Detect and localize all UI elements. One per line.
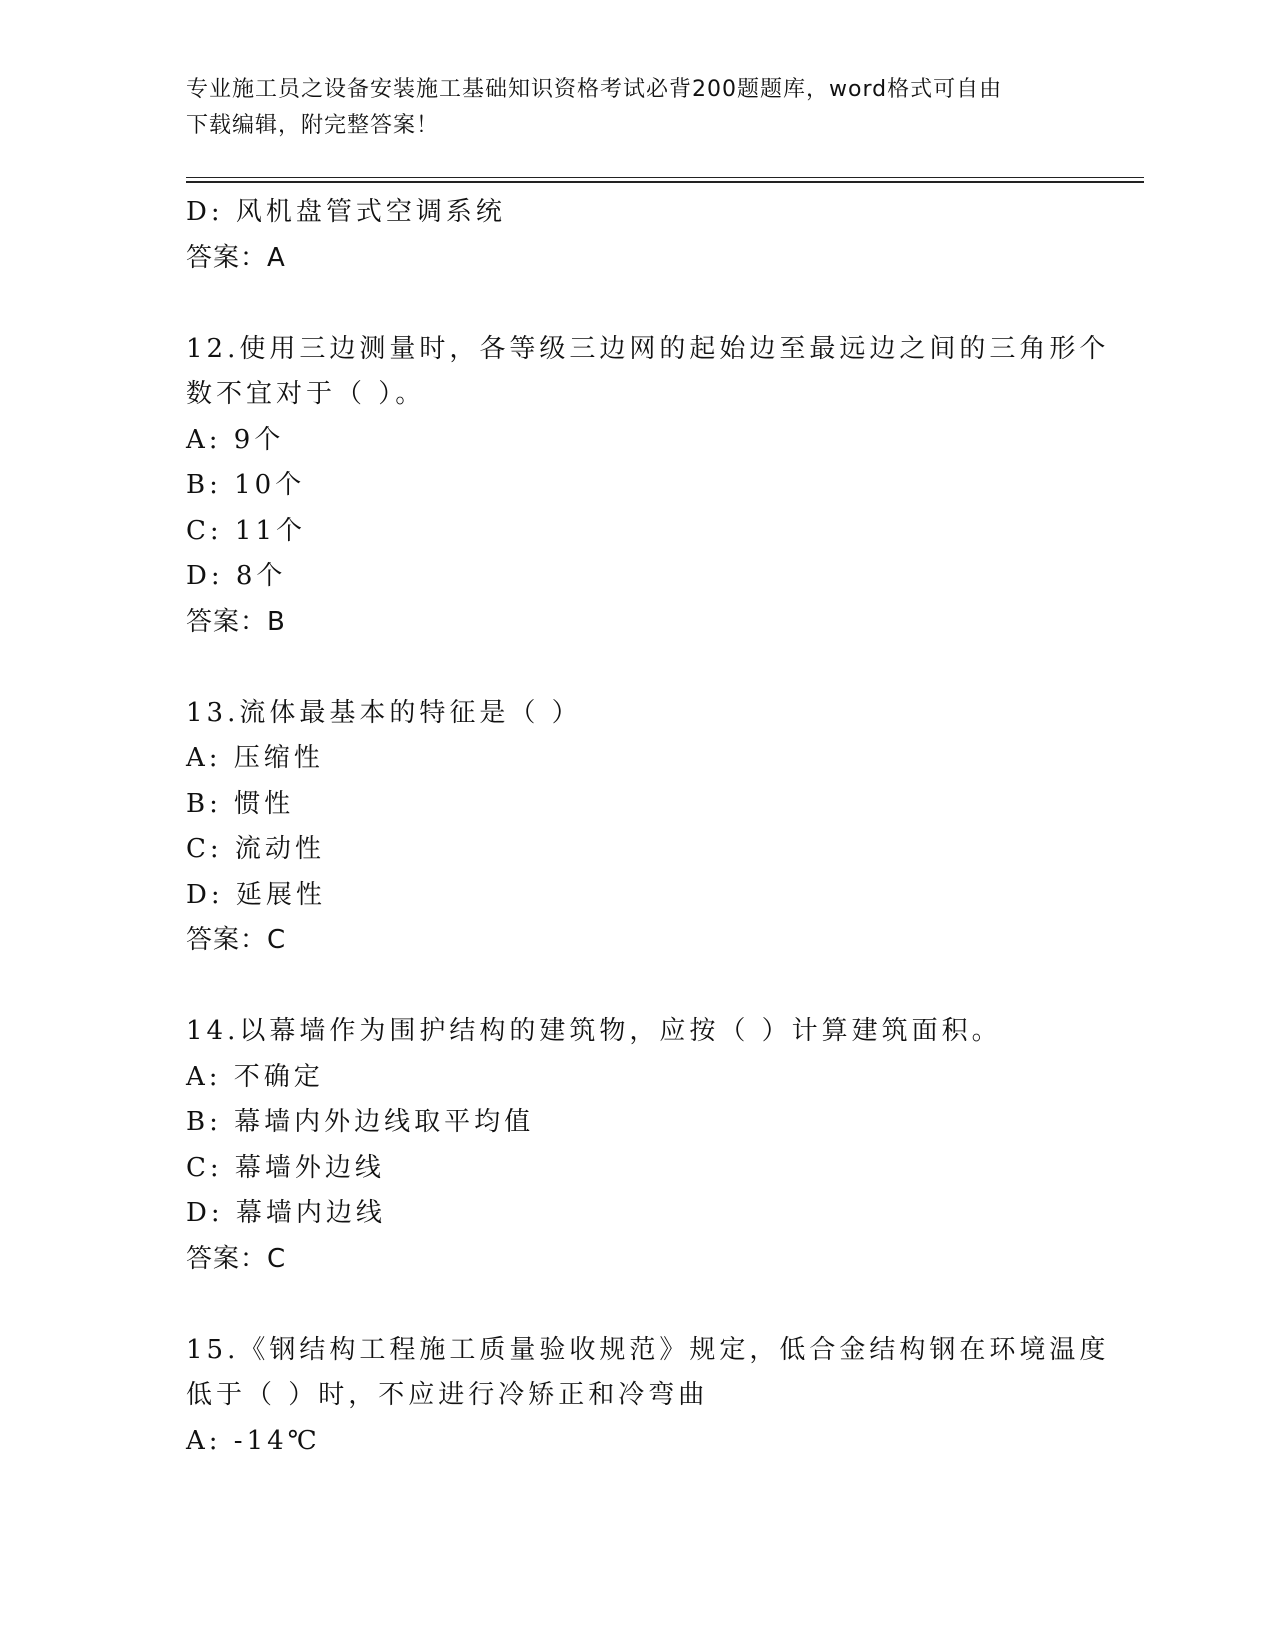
- question-stem: 14.以幕墙作为围护结构的建筑物，应按（ ）计算建筑面积。: [186, 1016, 1002, 1046]
- answer: 答案：B: [186, 606, 286, 637]
- question-stem: 13.流体最基本的特征是（ ）: [186, 697, 582, 728]
- document-header: [186, 72, 1086, 144]
- option-d: D: 风机盘管式空调系统: [186, 197, 506, 227]
- option-c: C: 11个: [186, 515, 307, 546]
- option-b: B: 幕墙内外边线取平均值: [186, 1107, 535, 1137]
- option-c: C: 流动性: [186, 834, 325, 864]
- spacer: [186, 964, 1086, 1010]
- option-d: D: 8个: [186, 561, 287, 591]
- question-14: [186, 1009, 1086, 1282]
- answer: 答案：C: [186, 925, 287, 955]
- header-line-2: 下载编辑，附完整答案！: [186, 113, 440, 138]
- header-rule-thick: [186, 181, 1144, 183]
- question-11: [186, 190, 1086, 281]
- header-line-1: 专业施工员之设备安装施工基础知识资格考试必背200题题库，word格式可自由: [186, 77, 1003, 102]
- spacer: [186, 645, 1086, 691]
- question-15: [186, 1328, 1110, 1465]
- option-b: B: 惯性: [186, 788, 295, 819]
- option-a: A: 9个: [186, 424, 285, 455]
- spacer: [186, 281, 1086, 327]
- option-a: A: -14℃: [186, 1425, 321, 1456]
- option-c: C: 幕墙外边线: [186, 1152, 385, 1183]
- question-stem: 低于（ ）时，不应进行冷矫正和冷弯曲: [186, 1380, 709, 1410]
- question-stem: 数不宜对于（ ）。: [186, 379, 426, 409]
- question-stem: 12.使用三边测量时，各等级三边网的起始边至最远边之间的三角形个: [186, 333, 1110, 364]
- spacer: [186, 1282, 1086, 1328]
- question-12: [186, 327, 1110, 646]
- option-a: A: 不确定: [186, 1061, 324, 1092]
- question-list: [186, 190, 1110, 1464]
- option-d: D: 幕墙内边线: [186, 1198, 386, 1228]
- option-b: B: 10个: [186, 470, 306, 500]
- answer: 答案：A: [186, 242, 286, 273]
- answer: 答案：C: [186, 1243, 287, 1274]
- option-d: D: 延展性: [186, 879, 326, 910]
- option-a: A: 压缩性: [186, 743, 324, 773]
- question-13: [186, 691, 1086, 964]
- question-stem: 15.《钢结构工程施工质量验收规范》规定，低合金结构钢在环境温度: [186, 1334, 1110, 1365]
- header-rule-thin: [186, 177, 1144, 178]
